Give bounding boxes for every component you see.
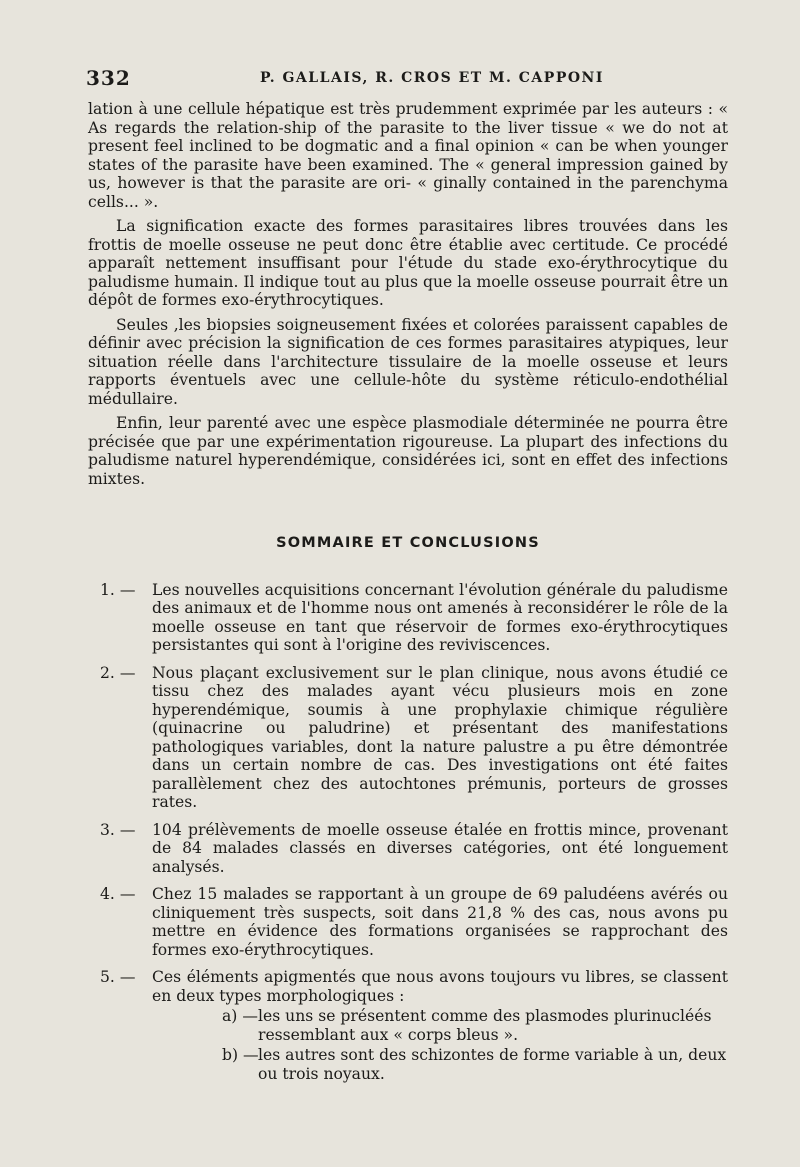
conclusion-item — [88, 821, 728, 877]
conclusion-item — [88, 664, 728, 812]
conclusion-number: 5. — — [100, 968, 136, 986]
subitem-label: a) — — [222, 1007, 258, 1025]
conclusion-number: 3. — — [100, 820, 136, 839]
paragraph-continuation: lation à une cellule hépatique est très prudemment exprimée par les auteurs : « As regards the relation-ship of the parasite to the liver tissue « we do not at present feel inclined to be dogmatic and a final opinion « can be when younger states of the parasite have been examined. The « general impression gained by us, however is that the parasite are ori- « ginally contained in the parenchyma cells... ». — [88, 100, 728, 211]
conclusion-item — [88, 968, 728, 1083]
conclusion-text: Chez 15 malades se rapportant à un groupe de 69 paludéens avérés ou cliniquement très suspects, soit dans 21,8 % des cas, nous avons pu mettre en évidence des formations organisées se rapprochant des formes exo-érythrocytiques. — [152, 885, 728, 959]
conclusion-number: 2. — — [100, 663, 136, 682]
conclusion-item — [88, 885, 728, 959]
conclusion-number: 4. — — [100, 885, 136, 903]
conclusion-text: 104 prélèvements de moelle osseuse étalée en frottis mince, provenant de 84 malades classés en diverses catégories, ont été longuement analysés. — [152, 820, 728, 876]
page-number: 332 — [86, 66, 131, 90]
section-heading: SOMMAIRE ET CONCLUSIONS — [276, 535, 540, 551]
subitem — [222, 1046, 728, 1083]
paragraph: Seules ,les biopsies soigneusement fixées et colorées paraissent capables de définir avec précision la signification de ces formes parasitaires atypiques, leur situation réelle dans l'architecture tissulaire de la moelle osseuse et leurs rapports éventuels avec une cellule-hôte du système réticulo-endothélial médullaire. — [88, 315, 728, 408]
page-body — [88, 100, 728, 1092]
conclusion-text: Les nouvelles acquisitions concernant l'évolution générale du paludisme des animaux et de l'homme nous ont amenés à reconsidérer le rôle de la moelle osseuse en tant que réservoir de formes exo-érythrocytiques persistantes qui sont à l'origine des reviviscences. — [152, 580, 728, 654]
conclusion-number: 1. — — [100, 580, 136, 599]
conclusion-text: Ces éléments apigmentés que nous avons toujours vu libres, se classent en deux types morphologiques : — [152, 968, 728, 1005]
subitem — [222, 1007, 728, 1044]
subitem-label: b) — — [222, 1046, 259, 1064]
paragraph: La signification exacte des formes parasitaires libres trouvées dans les frottis de moelle osseuse ne peut donc être établie avec certitude. Ce procédé apparaît nettement insuffisant pour l'étude du stade exo-érythrocytique du paludisme humain. Il indique tout au plus que la moelle osseuse pourrait être un dépôt de formes exo-érythrocytiques. — [88, 217, 728, 309]
conclusion-item — [88, 581, 728, 655]
running-head: P. GALLAIS, R. CROS ET M. CAPPONI — [260, 70, 604, 86]
conclusion-text: Nous plaçant exclusivement sur le plan clinique, nous avons étudié ce tissu chez des malades ayant vécu plusieurs mois en zone hyperendémique, soumis à une prophylaxie chimique régulière (quinacrine ou paludrine) et présentant des manifestations pathologiques variables, dont la nature palustre a pu être démontrée dans un certain nombre de cas. Des investigations ont été faites parallèlement chez des autochtones prémunis, porteurs de grosses rates. — [152, 663, 728, 811]
subitem-text: les uns se présentent comme des plasmodes plurinucléés ressemblant aux « corps bleus ». — [258, 1007, 712, 1044]
paragraph: Enfin, leur parenté avec une espèce plasmodiale déterminée ne pourra être précisée que par une expérimentation rigoureuse. La plupart des infections du paludisme naturel hyperendémique, considérées ici, sont en effet des infections mixtes. — [88, 414, 728, 488]
page-header — [86, 66, 776, 90]
subitem-text: les autres sont des schizontes de forme variable à un, deux ou trois noyaux. — [258, 1046, 727, 1083]
